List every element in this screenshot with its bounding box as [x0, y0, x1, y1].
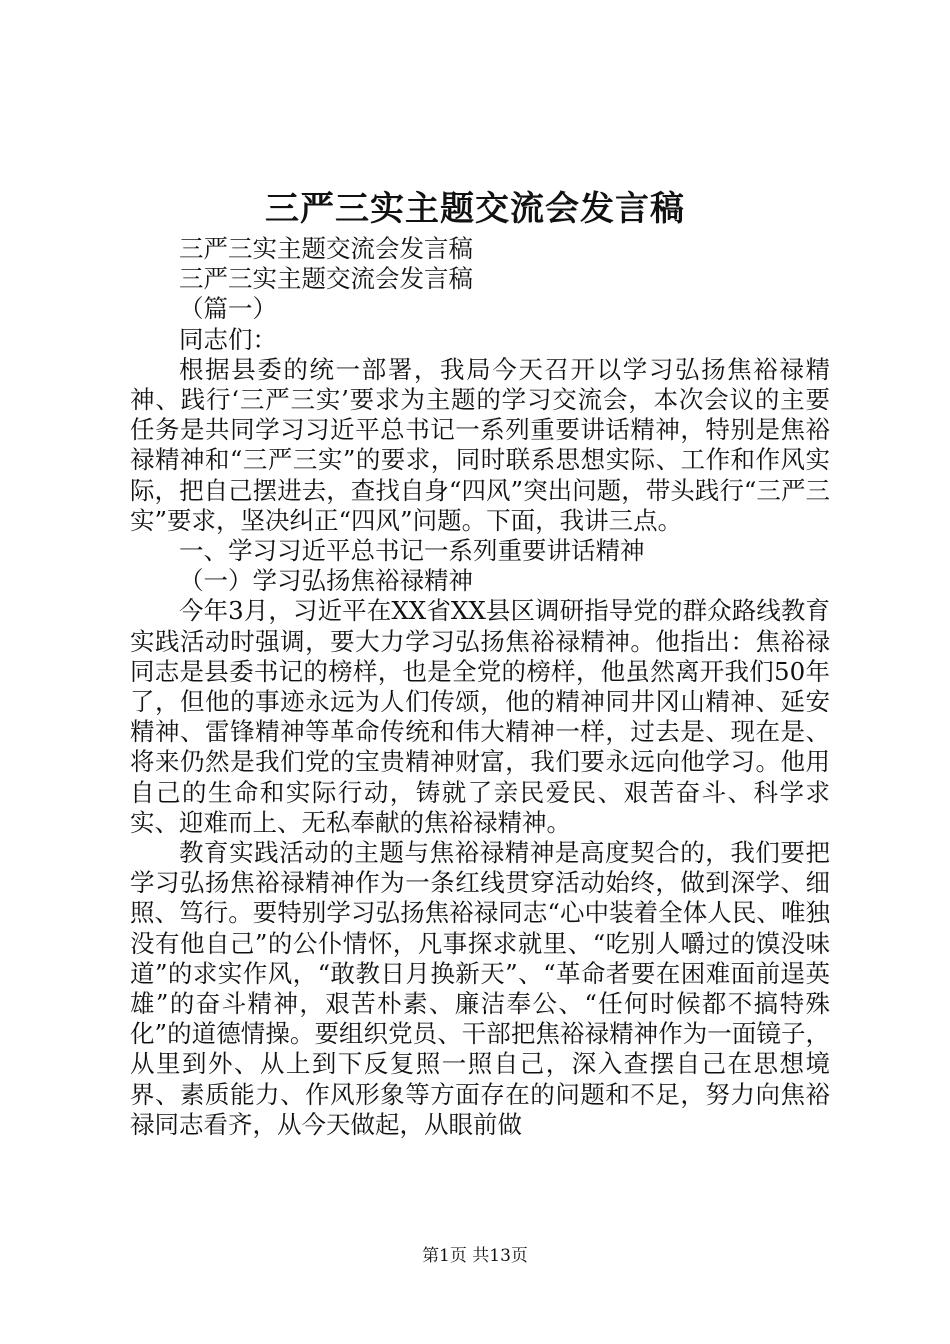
heading-part-one: 一、学习习近平总书记一系列重要讲话精神: [179, 536, 645, 566]
page-footer: 第1页 共13页: [422, 1246, 528, 1266]
paragraph-intro: 根据县委的统一部署，我局今天召开以学习弘扬焦裕禄精神、践行‘三严三实’要求为主题的学习交流会，本次会议的主要任务是共同学习习近平总书记一系列重要讲话精神，特别是焦裕禄精神和“三严三实”的要求，同时联系思想实际、工作和作风实际，把自己摆进去，查找自身“四风”突出问题，带头践行“三严三实”要求，坚决纠正“四风”问题。下面，我讲三点。: [130, 354, 830, 535]
document-body: [130, 234, 830, 1140]
paragraph-body-1: 今年3月，习近平在XX省XX县区调研指导党的群众路线教育实践活动时强调，要大力学习弘扬焦裕禄精神。他指出：焦裕禄同志是县委书记的榜样，也是全党的榜样，他虽然离开我们50年了，但他的事迹永远为人们传颂，他的精神同井冈山精神、延安精神、雷锋精神等革命传统和伟大精神一样，过去是、现在是、将来仍然是我们党的宝贵精神财富，我们要永远向他学习。他用自己的生命和实际行动，铸就了亲民爱民、艰苦奋斗、科学求实、迎难而上、无私奉献的焦裕禄精神。: [130, 596, 830, 837]
paragraph-salutation: 同志们：: [179, 324, 277, 354]
paragraph-subtitle-2: 三严三实主题交流会发言稿: [179, 264, 473, 294]
paragraph-subtitle-1: 三严三实主题交流会发言稿: [179, 234, 473, 263]
heading-sub-one: （一）学习弘扬焦裕禄精神: [179, 566, 473, 596]
paragraph-body-2: 教育实践活动的主题与焦裕禄精神是高度契合的，我们要把学习弘扬焦裕禄精神作为一条红线贯穿活动始终，做到深学、细照、笃行。要特别学习弘扬焦裕禄同志“心中装着全体人民、唯独没有他自己”的公仆情怀，凡事探求就里、“吃别人嚼过的馍没味道”的求实作风，“敢教日月换新天”、“革命者要在困难面前逞英雄”的奋斗精神，艰苦朴素、廉洁奉公、“任何时候都不搞特殊化”的道德情操。要组织党员、干部把焦裕禄精神作为一面镜子，从里到外、从上到下反复照一照自己，深入查摆自己在思想境界、素质能力、作风形象等方面存在的问题和不足，努力向焦裕禄同志看齐，从今天做起，从眼前做: [130, 838, 830, 1139]
paragraph-section-label: （篇一）: [179, 294, 277, 324]
document-title: 三严三实主题交流会发言稿: [265, 189, 685, 229]
